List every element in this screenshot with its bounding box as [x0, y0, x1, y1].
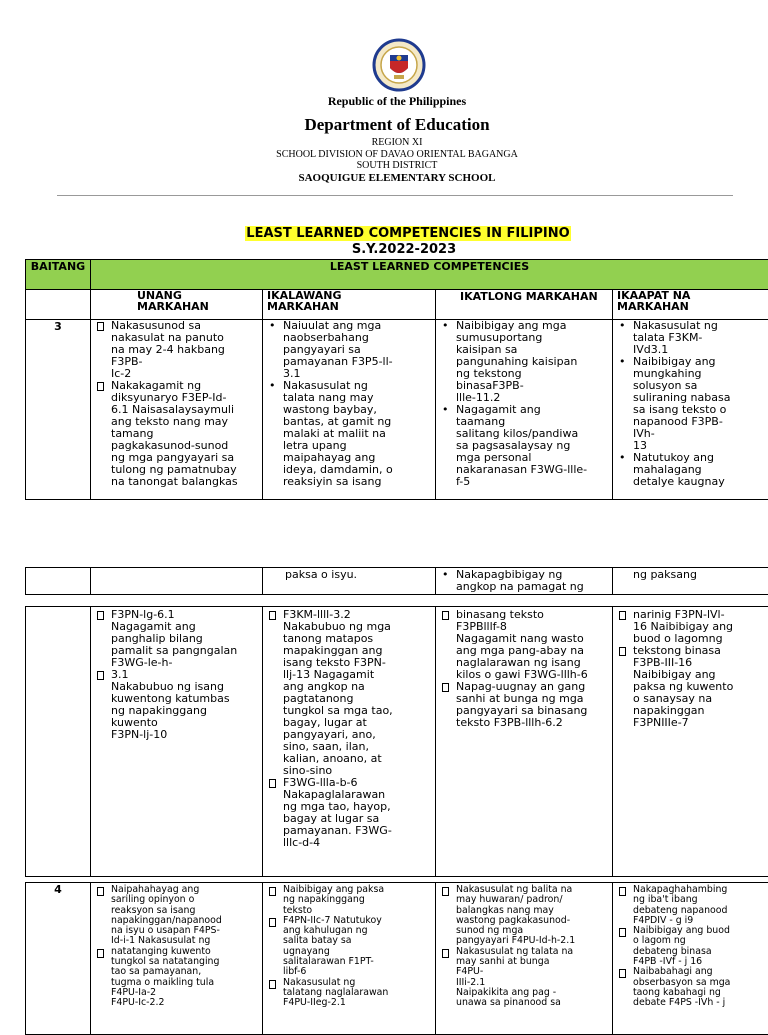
header-divider: [57, 195, 733, 196]
competency-item: Naibibigay ang paksa ng napakinggang teksto: [263, 885, 435, 916]
q2-cell: paksa o isyu.: [263, 568, 436, 595]
competency-item: • Natutukoy ang mahalagang detalye kaugnay: [613, 452, 768, 488]
competencies-table-grade3: [25, 259, 768, 500]
document-title: LEAST LEARNED COMPETENCIES IN FILIPINO: [0, 226, 768, 241]
competency-item: • Naibibigay ang mungkahing solusyon sa suliraning nabasa sa isang teksto o napanood F3PB- IVh- 13: [613, 356, 768, 452]
q1-cell: [91, 568, 263, 595]
competency-item: 3.1 Nakabubuo ng isang kuwentong katumbas ng napakinggang kuwento F3PN-lj-10: [91, 669, 262, 741]
llc-header: LEAST LEARNED COMPETENCIES: [91, 260, 768, 290]
competency-item: Nakasusunod sa nakasulat na panuto na may 2-4 hakbang F3PB- Ic-2: [91, 320, 262, 380]
competency-item: Nakasusulat ng balita na may huwaran/ padron/ balangkas nang may wastong pagkakasunod- sunod ng mga pangyayari F4PU-Id-h-2.1: [436, 885, 612, 947]
checkbox-bullet-icon: [269, 918, 276, 927]
bullet-icon: •: [619, 356, 626, 368]
competency-item: Napag-uugnay an gang sanhi at bunga ng mga pangyayari sa binasang teksto F3PB-lllh-6.2: [436, 681, 612, 729]
bullet-icon: •: [442, 404, 449, 416]
competency-item: • Nakasusulat ng talata nang may wastong baybay, bantas, at gamit ng malaki at maliit na letra upang maipahayag ang ideya, damdamin, o reaksiyin sa isang: [263, 380, 435, 488]
checkbox-bullet-icon: [619, 611, 626, 620]
competency-item: • Nakapagbibigay ng angkop na pamagat ng: [436, 569, 612, 593]
checkbox-bullet-icon: [619, 647, 626, 656]
bullet-icon: •: [619, 320, 626, 332]
q1-cell: [91, 883, 263, 1035]
q2-cell: [263, 320, 436, 500]
competency-item: Naibibigay ang buod o lagom ng debateng binasa F4PB -IVf - j 16: [613, 926, 768, 967]
empty-cell: [26, 568, 91, 595]
empty-grade-cell: [26, 607, 91, 877]
checkbox-bullet-icon: [619, 887, 626, 896]
checkbox-bullet-icon: [269, 887, 276, 896]
bullet-icon: •: [619, 452, 626, 464]
checkbox-bullet-icon: [97, 322, 104, 331]
competency-item: F3PN-lg-6.1 Nagagamit ang panghalip bilang pamalit sa pangngalan F3WG-le-h-: [91, 609, 262, 669]
checkbox-bullet-icon: [442, 611, 449, 620]
q2-cell: [263, 883, 436, 1035]
school-name: SAOQUIGUE ELEMENTARY SCHOOL: [0, 172, 768, 184]
checkbox-bullet-icon: [269, 779, 276, 788]
competency-item: • Nakasusulat ng talata F3KM- IVd3.1: [613, 320, 768, 356]
checkbox-bullet-icon: [97, 671, 104, 680]
quarter-4-header: IKAAPAT NA MARKAHAN: [613, 290, 768, 320]
baitang-header: BAITANG: [26, 260, 91, 290]
competency-item: F3WG-llla-b-6 Nakapaglalarawan ng mga tao, hayop, bagay at lugar sa pamayanan. F3WG- lllc-d-4: [263, 777, 435, 849]
bullet-icon: •: [269, 320, 276, 332]
bullet-icon: •: [442, 569, 449, 581]
competency-item: Naipahahayag ang sariling opinyon o reaksyon sa isang napakinggan/napanood na isyu o usapan F4PS- Id-i-1 Nakasusulat ng: [91, 885, 262, 947]
q3-cell: [436, 883, 613, 1035]
checkbox-bullet-icon: [97, 887, 104, 896]
competencies-table-grade3-cont: [25, 606, 768, 877]
republic-line: Republic of the Philippines: [0, 94, 768, 109]
region-line: REGION XI: [0, 137, 768, 148]
competencies-table-grade4: [25, 882, 768, 1035]
quarter-2-header: IKALAWANG MARKAHAN: [263, 290, 436, 320]
division-line: SCHOOL DIVISION OF DAVAO ORIENTAL BAGANGA: [0, 149, 768, 160]
q4-cell: [613, 883, 768, 1035]
competency-item: Naibabahagi ang obserbasyon sa mga taong kabahagi ng debate F4PS -IVh - j: [613, 967, 768, 1008]
checkbox-bullet-icon: [442, 887, 449, 896]
checkbox-bullet-icon: [619, 969, 626, 978]
grade-level-4: 4: [26, 883, 91, 1035]
school-year: S.Y.2022-2023: [0, 242, 768, 257]
deped-seal-logo: [366, 38, 432, 92]
competency-item: Nakapaghahambing ng iba't ibang debateng napanood F4PDIV - g i9: [613, 885, 768, 926]
competency-item: binasang teksto F3PBlllf-8 Nagagamit nang wasto ang mga pang-abay na naglalarawan ng isang kilos o gawi F3WG-lllh-6: [436, 609, 612, 681]
competency-item: • Naibibigay ang mga sumusuportang kaisipan sa pangunahing kaisipan ng tekstong binasaF3PB- llle-11.2: [436, 320, 612, 404]
q3-cell: [436, 320, 613, 500]
quarter-1-header: UNANG MARKAHAN: [91, 290, 263, 320]
bullet-icon: •: [269, 380, 276, 392]
continuation-table: [25, 567, 768, 595]
q1-cell: [91, 607, 263, 877]
q3-cell: [436, 568, 613, 595]
checkbox-bullet-icon: [442, 683, 449, 692]
bullet-icon: •: [442, 320, 449, 332]
q4-cell: [613, 320, 768, 500]
empty-header-cell: [26, 290, 91, 320]
district-line: SOUTH DISTRICT: [0, 160, 768, 171]
q4-cell: ng paksang: [613, 568, 768, 595]
competency-item: natatanging kuwento tungkol sa natatanging tao sa pamayanan, tugma o maikling tula F4PU-Ia-2 F4PU-Ic-2.2: [91, 947, 262, 1009]
checkbox-bullet-icon: [269, 980, 276, 989]
checkbox-bullet-icon: [97, 949, 104, 958]
department-title: Department of Education: [0, 115, 768, 135]
competency-item: Nakasusulat ng talata na may sanhi at bunga F4PU- IIIi-2.1 Naipakikita ang pag - unawa sa pinanood sa: [436, 947, 612, 1009]
q1-cell: [91, 320, 263, 500]
competency-item: • Nagagamit ang taamang salitang kilos/pandiwa sa pagsasalaysay ng mga personal nakaranasan F3WG-llle- f-5: [436, 404, 612, 488]
q4-cell: [613, 607, 768, 877]
checkbox-bullet-icon: [619, 928, 626, 937]
competency-item: Nakakagamit ng diksyunaryo F3EP-Id- 6.1 Naisasalaysaymuli ang teksto nang may tamang pagkakasunod-sunod ng mga pangyayari sa tulong ng pamatnubay na tanongat balangkas: [91, 380, 262, 488]
quarter-3-header: IKATLONG MARKAHAN: [436, 290, 613, 320]
q3-cell: [436, 607, 613, 877]
competency-item: narinig F3PN-lVl- 16 Naibibigay ang buod o lagomng: [613, 609, 768, 645]
checkbox-bullet-icon: [97, 611, 104, 620]
competency-item: • Naiuulat ang mga naobserbahang pangyayari sa pamayanan F3P5-ll- 3.1: [263, 320, 435, 380]
competency-item: Nakasusulat ng talatang naglalarawan F4PU-IIeg-2.1: [263, 978, 435, 1009]
grade-level-3: 3: [26, 320, 91, 500]
checkbox-bullet-icon: [442, 949, 449, 958]
competency-item: F4PN-IIc-7 Natutukoy ang kahulugan ng salita batay sa ugnayang salitalarawan F1PT- libf-6: [263, 916, 435, 978]
checkbox-bullet-icon: [97, 382, 104, 391]
competency-item: F3KM-llll-3.2 Nakabubuo ng mga tanong matapos mapakinggan ang isang teksto F3PN- llj-13 Nagagamit ang angkop na pagtatanong tungkol sa mga tao, bagay, lugar at pangyayari, ano, sino, saan, ilan, kalian, anoano, at sino-sino: [263, 609, 435, 777]
q2-cell: [263, 607, 436, 877]
competency-item: tekstong binasa F3PB-III-16 Naibibigay ang paksa ng kuwento o sanaysay na napakinggan F3PNIIIe-7: [613, 645, 768, 729]
checkbox-bullet-icon: [269, 611, 276, 620]
